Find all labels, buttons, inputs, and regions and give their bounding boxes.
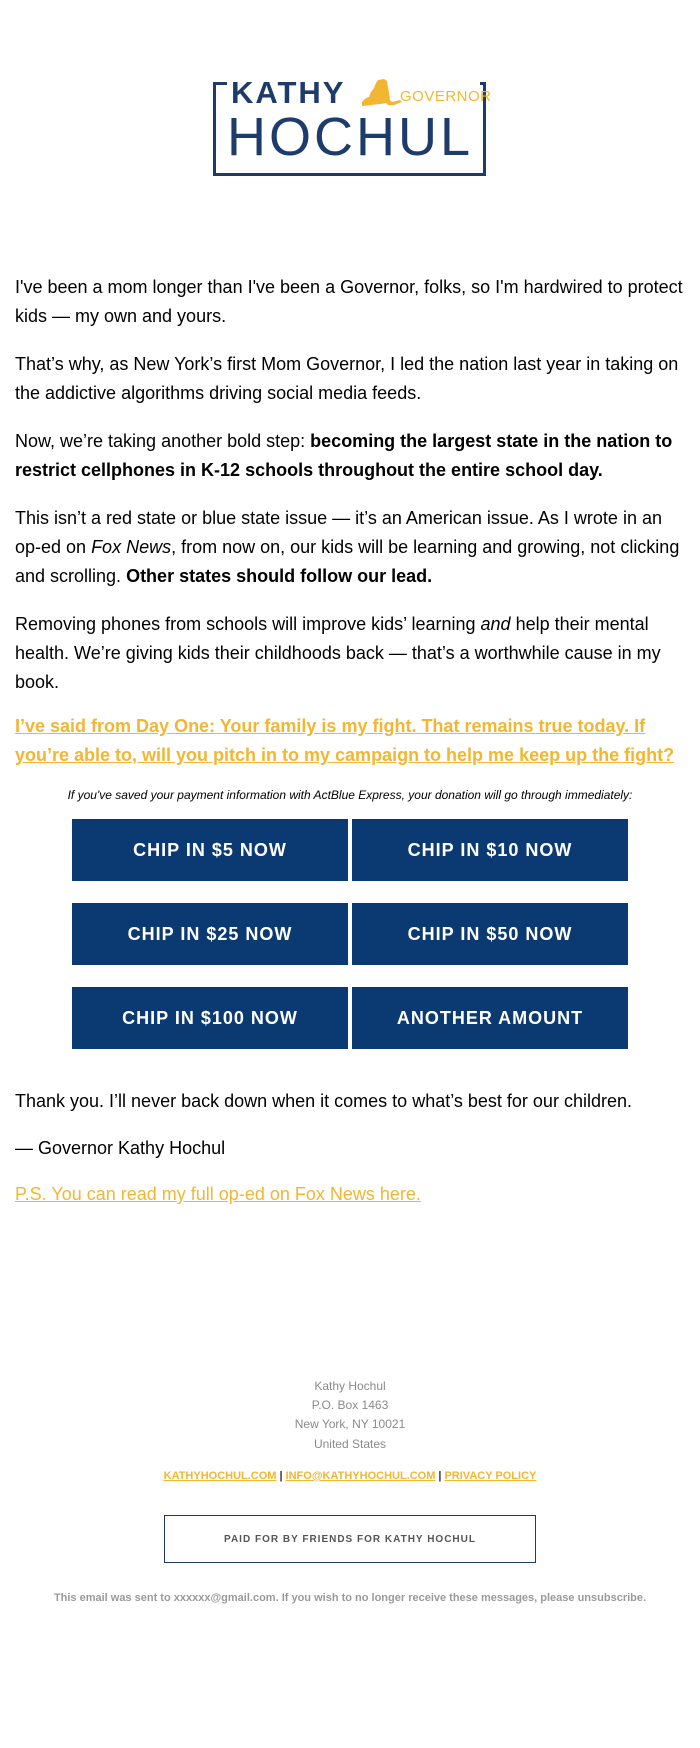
- unsubscribe-note[interactable]: This email was sent to xxxxxx@gmail.com. If you wish to no longer receive these messages, please unsubscribe.: [53, 1592, 647, 1604]
- paragraph-american-issue-lead: This isn’t a red state or blue state issue — it’s an American issue. As I wrote in an op-ed on: [15, 508, 662, 557]
- chip-in-25-button[interactable]: CHIP IN $25 NOW: [72, 903, 348, 965]
- logo-frame-top-right: [480, 82, 486, 85]
- ps-op-ed-link[interactable]: P.S. You can read my full op-ed on Fox News here.: [15, 1184, 421, 1204]
- link-separator: |: [279, 1470, 283, 1482]
- paragraph-cellphones-lead: Now, we’re taking another bold step:: [15, 431, 311, 451]
- paragraph-cellphones: [15, 427, 687, 485]
- footer-address-po-box: P.O. Box 1463: [311, 1398, 389, 1412]
- footer-address-city: New York, NY 10021: [294, 1417, 406, 1431]
- another-amount-button[interactable]: ANOTHER AMOUNT: [352, 987, 628, 1049]
- email-link[interactable]: INFO@KATHYHOCHUL.COM: [285, 1470, 436, 1482]
- signature: — Governor Kathy Hochul: [15, 1138, 226, 1158]
- link-separator: |: [438, 1470, 442, 1482]
- paragraph-algorithms: That’s why, as New York’s first Mom Governor, I led the nation last year in taking on the addictive algorithms driving social media feeds.: [15, 354, 679, 403]
- new-york-state-icon: [360, 78, 402, 110]
- privacy-policy-link[interactable]: PRIVACY POLICY: [444, 1470, 537, 1482]
- logo-frame-top-left: [213, 82, 227, 85]
- paragraph-learning-end: help their mental health. We’re giving kids their childhoods back — that’s a worthwhile cause in my book.: [15, 614, 661, 692]
- paragraph-american-issue-middle: , from now on, our kids will be learning and growing, not clicking and scrolling.: [15, 537, 680, 586]
- actblue-express-note: If you've saved your payment information with ActBlue Express, your donation will go through immediately:: [67, 788, 633, 802]
- paragraph-cellphones-bold: becoming the largest state in the nation to restrict cellphones in K-12 schools throughout the entire school day.: [15, 431, 673, 480]
- chip-in-5-button[interactable]: CHIP IN $5 NOW: [72, 819, 348, 881]
- paragraph-american-issue-bold: Other states should follow our lead.: [126, 566, 433, 586]
- paragraph-learning-italic: and: [480, 614, 511, 634]
- campaign-logo: [213, 75, 492, 176]
- logo-governor-title: GOVERNOR: [400, 88, 492, 105]
- logo-last-name: HOCHUL: [227, 107, 474, 167]
- footer-address-country: United States: [313, 1437, 387, 1451]
- paid-for-disclaimer: PAID FOR BY FRIENDS FOR KATHY HOCHUL: [164, 1515, 536, 1563]
- chip-in-10-button[interactable]: CHIP IN $10 NOW: [352, 819, 628, 881]
- website-link[interactable]: KATHYHOCHUL.COM: [163, 1470, 277, 1482]
- donation-ask-link[interactable]: I’ve said from Day One: Your family is my fight. That remains true today. If you’re able to, will you pitch in to my campaign to help me keep up the fight?: [15, 716, 675, 765]
- footer-address-name: Kathy Hochul: [314, 1379, 386, 1393]
- footer-links: [0, 1469, 700, 1483]
- logo-first-name: KATHY: [231, 75, 346, 110]
- thank-you-text: Thank you. I’ll never back down when it comes to what’s best for our children.: [15, 1091, 632, 1111]
- fox-news-italic: Fox News: [91, 537, 172, 557]
- chip-in-100-button[interactable]: CHIP IN $100 NOW: [72, 987, 348, 1049]
- paragraph-learning: [15, 610, 687, 697]
- paragraph-mom: I've been a mom longer than I've been a Governor, folks, so I'm hardwired to protect kids — my own and yours.: [15, 277, 683, 326]
- paragraph-american-issue: [15, 504, 687, 591]
- chip-in-50-button[interactable]: CHIP IN $50 NOW: [352, 903, 628, 965]
- paragraph-learning-lead: Removing phones from schools will improve kids’ learning: [15, 614, 481, 634]
